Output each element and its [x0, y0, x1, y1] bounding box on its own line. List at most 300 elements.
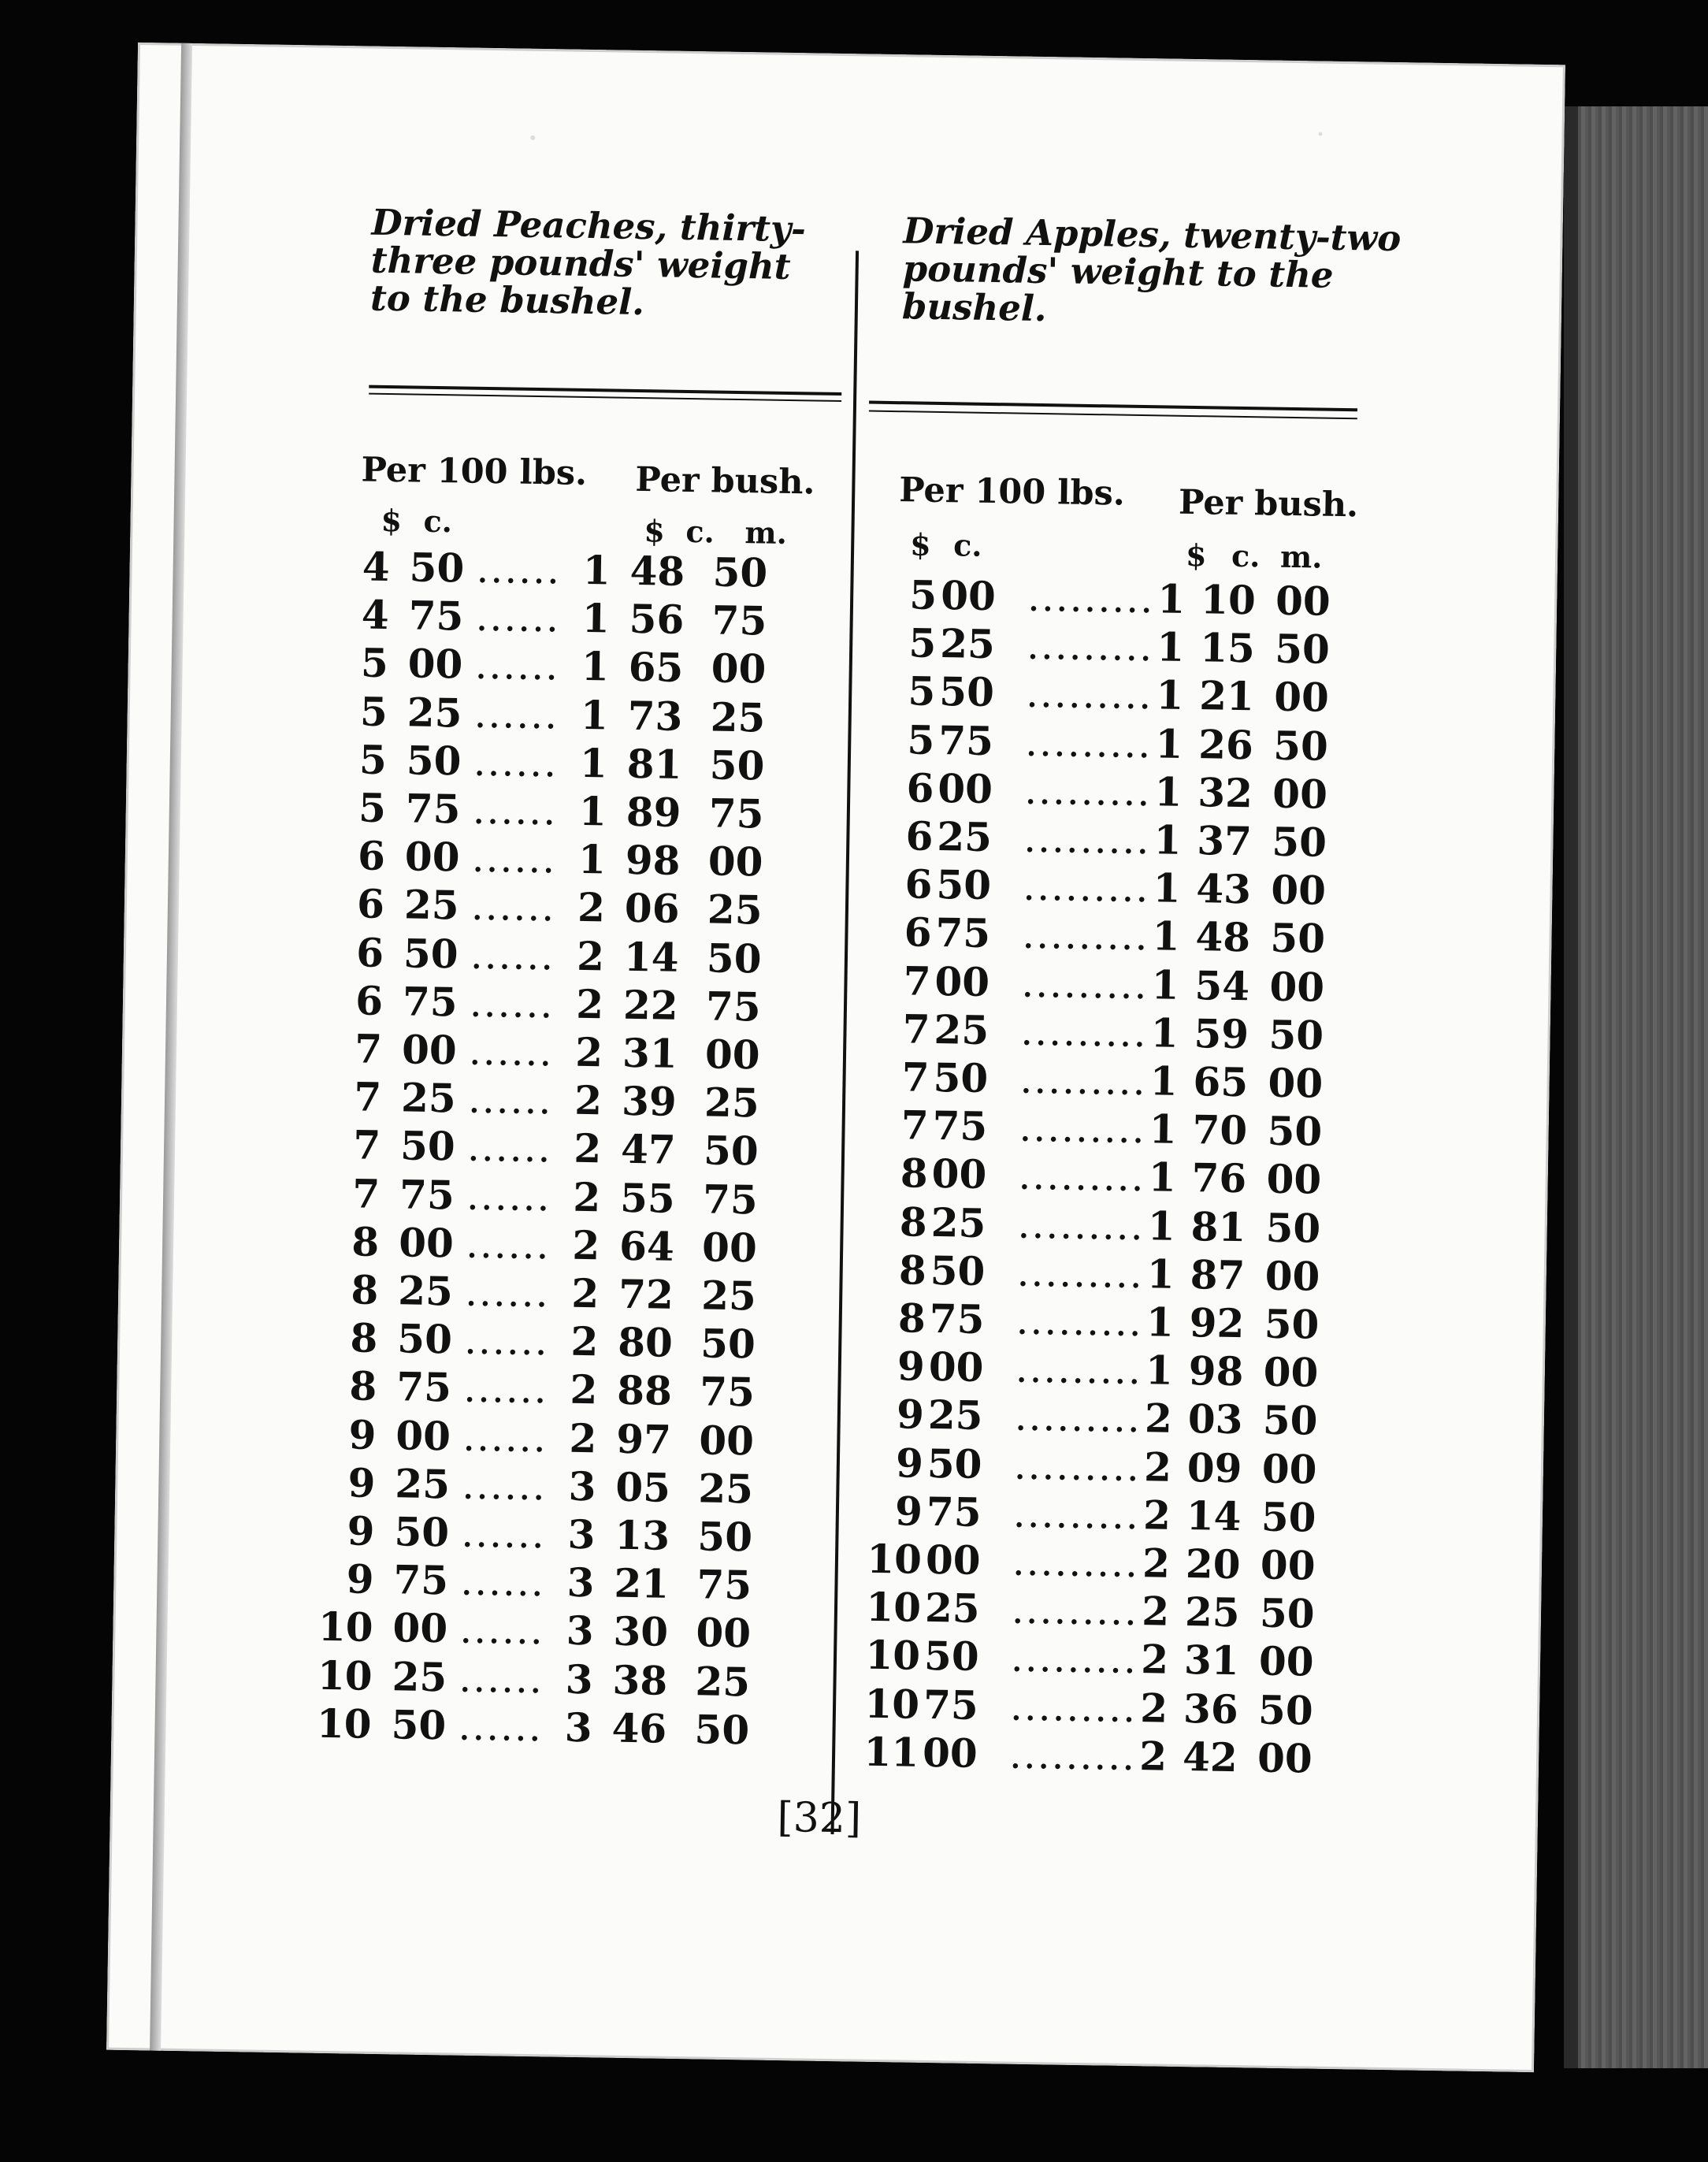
leader-dots: ......... — [1022, 863, 1150, 912]
per-bush-mills-cell: 50 — [700, 1320, 756, 1368]
per-bush-dollars-cell: 1 — [1149, 1057, 1179, 1105]
left-col-per-bush-header: Per bush. — [635, 459, 815, 503]
per-100-cents-cell: 50 — [409, 544, 465, 592]
paper-speck — [1318, 132, 1322, 136]
per-bush-mills-cell: 75 — [705, 983, 762, 1031]
per-bush-dollars-cell: 2 — [1138, 1732, 1168, 1780]
per-bush-dollars-cell: 2 — [577, 884, 606, 931]
per-100-cents-cell: 75 — [926, 1488, 982, 1536]
leader-dots: ......... — [1011, 1586, 1139, 1635]
per-100-dollars-cell: 8 — [899, 1198, 928, 1246]
leader-dots: ......... — [1016, 1249, 1145, 1297]
per-bush-dollars-cell: 2 — [570, 1269, 600, 1317]
per-100-dollars-cell: 8 — [898, 1246, 927, 1294]
per-bush-cents-cell: 10 — [1200, 576, 1257, 624]
per-100-cents-cell: 25 — [397, 1267, 454, 1315]
per-bush-dollars-cell: 1 — [1152, 912, 1180, 960]
per-100-cents-cell: 00 — [398, 1219, 455, 1267]
leader-dots: ......... — [1025, 671, 1153, 719]
per-100-dollars-cell: 6 — [904, 860, 933, 908]
leader-dots: ......... — [1018, 1153, 1146, 1201]
per-bush-dollars-cell: 2 — [571, 1221, 600, 1269]
per-bush-mills-cell: 00 — [1272, 770, 1328, 818]
per-bush-mills-cell: 25 — [700, 1272, 757, 1320]
right-bush-unit-dollars: $ — [1185, 537, 1207, 574]
per-100-dollars-cell: 9 — [348, 1410, 377, 1458]
leader-dots: ...... — [471, 834, 557, 882]
per-bush-mills-cell: 25 — [710, 693, 766, 741]
per-bush-mills-cell: 25 — [707, 886, 763, 934]
per-bush-dollars-cell: 2 — [574, 1028, 603, 1076]
per-bush-dollars-cell: 2 — [1142, 1540, 1171, 1587]
leader-dots: ......... — [1016, 1297, 1144, 1346]
per-bush-mills-cell: 50 — [1272, 722, 1329, 770]
per-bush-dollars-cell: 3 — [566, 1558, 595, 1607]
per-bush-dollars-cell: 1 — [1145, 1347, 1174, 1394]
per-100-cents-cell: 75 — [395, 1363, 452, 1411]
per-100-cents-cell: 75 — [935, 909, 991, 957]
per-bush-dollars-cell: 3 — [568, 1462, 596, 1510]
leader-dots: ......... — [1021, 960, 1149, 1008]
per-bush-dollars-cell: 1 — [577, 836, 607, 883]
per-bush-mills-cell: 75 — [696, 1561, 752, 1609]
leader-dots: ...... — [462, 1413, 548, 1461]
table-row — [111, 1715, 1313, 1782]
leader-dots: ......... — [1023, 815, 1151, 864]
per-bush-dollars-cell: 2 — [570, 1366, 598, 1413]
per-bush-dollars-cell: 2 — [1139, 1684, 1168, 1732]
per-100-dollars-cell: 6 — [906, 764, 934, 812]
per-100-cents-cell: 75 — [938, 716, 994, 764]
per-bush-mills-cell: 50 — [1264, 1300, 1320, 1348]
per-bush-mills-cell: 00 — [1258, 1637, 1315, 1686]
per-bush-mills-cell: 00 — [1257, 1734, 1313, 1782]
per-100-cents-cell: 00 — [392, 1604, 448, 1652]
per-100-cents-cell: 50 — [406, 737, 462, 785]
leader-dots: ......... — [1026, 622, 1154, 671]
per-100-cents-cell: 00 — [922, 1729, 978, 1777]
left-unit-cents: c. — [423, 503, 453, 540]
per-bush-mills-cell: 50 — [706, 934, 763, 983]
left-col-per-100-header: Per 100 lbs. — [361, 450, 588, 493]
per-100-dollars-cell: 7 — [351, 1169, 381, 1217]
leader-dots: ...... — [473, 690, 559, 738]
leader-dots: ......... — [1019, 1104, 1147, 1153]
per-100-dollars-cell: 7 — [353, 1073, 382, 1121]
left-bush-unit-dollars: $ — [644, 513, 666, 549]
per-bush-cents-cell: 70 — [1192, 1106, 1248, 1154]
leader-dots: ......... — [1027, 574, 1155, 622]
leader-dots: ......... — [1012, 1490, 1141, 1538]
per-bush-mills-cell: 00 — [1269, 963, 1325, 1011]
per-bush-mills-cell: 50 — [1274, 625, 1331, 673]
per-bush-dollars-cell: 1 — [1153, 864, 1181, 912]
leader-dots: ...... — [461, 1510, 547, 1558]
per-bush-dollars-cell: 2 — [1142, 1491, 1171, 1539]
per-bush-cents-cell: 38 — [612, 1656, 668, 1704]
per-100-cents-cell: 50 — [399, 1122, 456, 1170]
per-100-cents-cell: 25 — [407, 688, 462, 737]
per-bush-cents-cell: 48 — [1194, 913, 1251, 961]
per-100-cents-cell: 50 — [391, 1701, 447, 1749]
per-bush-cents-cell: 43 — [1195, 865, 1252, 913]
per-100-dollars-cell: 5 — [908, 619, 937, 667]
leader-dots: ......... — [1013, 1442, 1142, 1490]
per-bush-mills-cell: 00 — [696, 1609, 752, 1657]
per-bush-cents-cell: 97 — [615, 1415, 672, 1463]
per-bush-cents-cell: 31 — [1183, 1636, 1240, 1685]
per-100-cents-cell: 25 — [927, 1391, 983, 1439]
per-bush-mills-cell: 00 — [1264, 1252, 1320, 1300]
per-bush-cents-cell: 42 — [1182, 1733, 1238, 1781]
per-bush-mills-cell: 00 — [701, 1224, 758, 1272]
per-bush-mills-cell: 50 — [696, 1513, 753, 1561]
per-100-dollars-cell: 5 — [360, 639, 389, 687]
left-table-title: Dried Peaches, thirty-three pounds' weight to the bushel. — [369, 201, 807, 324]
per-bush-mills-cell: 00 — [1275, 577, 1331, 625]
per-100-cents-cell: 50 — [396, 1315, 453, 1363]
per-bush-cents-cell: 73 — [627, 692, 683, 740]
leader-dots: ...... — [463, 1317, 550, 1365]
per-100-cents-cell: 00 — [401, 1026, 458, 1074]
per-bush-dollars-cell: 2 — [572, 1173, 601, 1220]
per-bush-cents-cell: 89 — [626, 788, 681, 836]
per-bush-cents-cell: 03 — [1187, 1395, 1243, 1443]
per-bush-mills-cell: 00 — [1266, 1155, 1322, 1204]
per-bush-cents-cell: 98 — [1188, 1347, 1244, 1395]
per-100-cents-cell: 25 — [924, 1584, 981, 1633]
leader-dots: ......... — [1019, 1056, 1148, 1105]
per-100-dollars-cell: 10 — [317, 1603, 374, 1651]
per-bush-dollars-cell: 1 — [1156, 623, 1185, 671]
per-bush-mills-cell: 00 — [1273, 674, 1330, 722]
per-bush-cents-cell: 92 — [1189, 1299, 1245, 1347]
per-bush-dollars-cell: 1 — [1153, 816, 1182, 864]
per-bush-dollars-cell: 3 — [567, 1510, 596, 1558]
leader-dots: ......... — [1020, 1008, 1149, 1057]
per-bush-dollars-cell: 3 — [565, 1655, 594, 1703]
leader-dots: ......... — [1017, 1201, 1145, 1249]
per-100-dollars-cell: 6 — [355, 929, 384, 976]
per-100-cents-cell: 50 — [394, 1508, 450, 1556]
per-100-cents-cell: 00 — [404, 833, 460, 881]
per-100-dollars-cell: 7 — [901, 1053, 930, 1101]
facing-page-edge — [1564, 106, 1708, 2068]
per-bush-cents-cell: 21 — [1198, 672, 1255, 720]
per-bush-dollars-cell: 2 — [576, 932, 605, 979]
per-bush-dollars-cell: 1 — [1149, 1105, 1178, 1153]
per-bush-mills-cell: 00 — [1263, 1348, 1319, 1396]
per-bush-cents-cell: 88 — [616, 1367, 673, 1415]
per-bush-cents-cell: 21 — [614, 1559, 670, 1607]
per-100-dollars-cell: 7 — [352, 1121, 381, 1169]
per-bush-mills-cell: 50 — [703, 1127, 759, 1175]
per-100-dollars-cell: 6 — [904, 908, 932, 957]
per-100-dollars-cell: 10 — [865, 1583, 922, 1631]
per-bush-cents-cell: 80 — [617, 1318, 674, 1366]
per-100-dollars-cell: 7 — [354, 1025, 383, 1072]
leader-dots: ......... — [1014, 1394, 1142, 1442]
per-bush-mills-cell: 50 — [1259, 1589, 1316, 1637]
leader-dots: ...... — [474, 642, 560, 689]
per-bush-mills-cell: 25 — [695, 1657, 751, 1705]
per-100-dollars-cell: 4 — [362, 543, 391, 591]
leader-dots: ......... — [1010, 1634, 1138, 1683]
leader-dots: ...... — [467, 1075, 553, 1124]
per-bush-cents-cell: 14 — [1186, 1491, 1242, 1540]
right-bush-unit-mills: m. — [1279, 538, 1323, 575]
leader-dots: ...... — [461, 1462, 548, 1510]
leader-dots: ...... — [462, 1365, 549, 1413]
per-bush-cents-cell: 31 — [622, 1029, 678, 1077]
leader-dots: ......... — [1009, 1683, 1138, 1731]
per-bush-mills-cell: 00 — [707, 838, 763, 886]
per-100-cents-cell: 50 — [926, 1439, 982, 1488]
per-100-cents-cell: 50 — [923, 1633, 980, 1681]
leader-dots: ......... — [1024, 719, 1153, 767]
per-bush-dollars-cell: 1 — [581, 643, 610, 690]
right-table-title: Dried Apples, twenty-two pounds' weight to the bushel. — [901, 210, 1402, 330]
per-100-dollars-cell: 5 — [908, 667, 936, 715]
leader-dots: ...... — [460, 1558, 546, 1606]
leader-dots: ...... — [470, 883, 556, 931]
per-bush-cents-cell: 76 — [1191, 1154, 1247, 1202]
per-bush-mills-cell: 50 — [1269, 915, 1326, 963]
per-bush-dollars-cell: 1 — [1154, 768, 1183, 815]
per-bush-dollars-cell: 2 — [1143, 1443, 1172, 1491]
per-bush-mills-cell: 75 — [711, 596, 767, 645]
per-bush-dollars-cell: 1 — [1148, 1153, 1177, 1202]
per-100-cents-cell: 50 — [403, 929, 459, 978]
per-100-dollars-cell: 10 — [317, 1651, 373, 1700]
per-bush-dollars-cell: 2 — [574, 1076, 603, 1124]
per-bush-mills-cell: 00 — [698, 1416, 755, 1465]
per-100-dollars-cell: 5 — [908, 571, 938, 619]
per-100-dollars-cell: 7 — [902, 1005, 931, 1053]
right-col-per-bush-header: Per bush. — [1178, 482, 1359, 526]
per-bush-mills-cell: 00 — [711, 645, 767, 693]
per-100-cents-cell: 00 — [928, 1343, 984, 1391]
leader-dots: ......... — [1015, 1345, 1143, 1394]
per-bush-dollars-cell: 1 — [1155, 719, 1183, 767]
right-unit-cents: c. — [952, 527, 982, 563]
leader-dots: ...... — [459, 1655, 544, 1702]
per-bush-cents-cell: 46 — [611, 1704, 667, 1752]
per-bush-cents-cell: 22 — [622, 981, 679, 1029]
leader-dots: ......... — [1008, 1731, 1137, 1779]
per-bush-cents-cell: 65 — [1193, 1058, 1249, 1106]
per-bush-mills-cell: 50 — [1257, 1686, 1314, 1734]
per-100-cents-cell: 00 — [925, 1536, 982, 1584]
leader-dots: ...... — [473, 738, 559, 786]
per-bush-mills-cell: 50 — [1262, 1396, 1318, 1445]
per-bush-mills-cell: 75 — [699, 1368, 756, 1416]
per-bush-cents-cell: 06 — [624, 885, 680, 933]
per-100-dollars-cell: 5 — [359, 688, 388, 735]
per-bush-cents-cell: 81 — [626, 740, 682, 788]
per-100-dollars-cell: 6 — [355, 977, 384, 1024]
per-bush-cents-cell: 54 — [1194, 961, 1250, 1009]
per-bush-cents-cell: 65 — [628, 644, 684, 692]
per-100-dollars-cell: 9 — [897, 1343, 926, 1391]
leader-dots: ...... — [476, 545, 562, 593]
leader-dots: ...... — [459, 1606, 545, 1654]
per-100-dollars-cell: 8 — [900, 1150, 929, 1198]
per-100-cents-cell: 75 — [393, 1556, 449, 1604]
per-bush-cents-cell: 09 — [1186, 1443, 1242, 1491]
per-100-cents-cell: 50 — [935, 861, 992, 909]
per-100-cents-cell: 25 — [400, 1074, 457, 1122]
per-100-cents-cell: 00 — [937, 764, 993, 812]
per-bush-dollars-cell: 2 — [1140, 1636, 1169, 1684]
per-100-dollars-cell: 9 — [894, 1488, 923, 1535]
per-100-dollars-cell: 7 — [903, 957, 932, 1005]
per-100-dollars-cell: 7 — [900, 1101, 930, 1150]
per-100-dollars-cell: 10 — [316, 1700, 373, 1748]
per-bush-mills-cell: 50 — [712, 548, 768, 596]
per-100-dollars-cell: 10 — [866, 1535, 923, 1583]
right-bush-unit-cents: c. — [1231, 537, 1261, 574]
leader-dots: ...... — [468, 1027, 554, 1075]
left-bush-unit-cents: c. — [685, 513, 715, 550]
per-100-dollars-cell: 5 — [358, 736, 388, 783]
per-bush-dollars-cell: 1 — [1145, 1298, 1175, 1346]
per-bush-mills-cell: 00 — [1268, 1059, 1324, 1107]
per-100-cents-cell: 25 — [936, 812, 993, 861]
per-100-cents-cell: 75 — [932, 1102, 988, 1150]
per-100-cents-cell: 75 — [405, 785, 461, 833]
leader-dots: ...... — [466, 1172, 552, 1220]
right-unit-dollars: $ — [909, 526, 932, 563]
per-bush-mills-cell: 00 — [1270, 866, 1327, 914]
per-bush-dollars-cell: 2 — [570, 1317, 599, 1365]
per-bush-mills-cell: 00 — [1260, 1541, 1316, 1589]
column-divider — [831, 251, 860, 1834]
per-bush-cents-cell: 26 — [1197, 720, 1254, 768]
per-100-cents-cell: 00 — [934, 957, 990, 1005]
left-bush-unit-mills: m. — [744, 514, 788, 551]
per-bush-dollars-cell: 1 — [1156, 671, 1184, 719]
leader-dots: ...... — [464, 1269, 551, 1317]
per-bush-dollars-cell: 2 — [1144, 1395, 1173, 1443]
per-100-dollars-cell: 4 — [361, 591, 390, 639]
per-bush-cents-cell: 64 — [618, 1222, 675, 1270]
per-bush-cents-cell: 98 — [625, 836, 681, 885]
per-bush-mills-cell: 50 — [1265, 1204, 1321, 1252]
per-100-cents-cell: 50 — [933, 1053, 989, 1102]
per-bush-mills-cell: 50 — [1268, 1011, 1324, 1059]
per-bush-cents-cell: 32 — [1197, 768, 1253, 817]
per-100-cents-cell: 00 — [395, 1411, 451, 1459]
per-100-dollars-cell: 8 — [351, 1266, 379, 1313]
per-bush-mills-cell: 50 — [1271, 818, 1327, 866]
per-100-dollars-cell: 9 — [347, 1459, 376, 1506]
per-100-cents-cell: 25 — [939, 620, 996, 668]
per-100-cents-cell: 00 — [940, 572, 997, 620]
leader-dots: ...... — [469, 979, 555, 1027]
per-bush-cents-cell: 25 — [1184, 1588, 1241, 1636]
per-bush-dollars-cell: 1 — [1146, 1250, 1175, 1298]
per-100-dollars-cell: 9 — [347, 1507, 375, 1555]
per-100-dollars-cell: 6 — [357, 832, 386, 880]
per-bush-dollars-cell: 1 — [1151, 960, 1179, 1009]
per-100-cents-cell: 25 — [392, 1652, 447, 1700]
right-header-rule — [869, 401, 1357, 412]
per-bush-mills-cell: 75 — [702, 1175, 759, 1224]
per-bush-dollars-cell: 1 — [1147, 1202, 1176, 1250]
leader-dots: ...... — [466, 1124, 552, 1172]
right-header-rule-thin — [869, 410, 1357, 420]
per-100-dollars-cell: 8 — [897, 1295, 926, 1342]
per-bush-mills-cell: 50 — [1261, 1493, 1316, 1541]
per-bush-dollars-cell: 3 — [566, 1607, 594, 1655]
per-bush-dollars-cell: 2 — [575, 980, 604, 1028]
page-number: [32] — [776, 1793, 862, 1843]
per-bush-mills-cell: 25 — [697, 1465, 754, 1513]
per-100-dollars-cell: 6 — [356, 880, 385, 928]
per-100-cents-cell: 25 — [403, 881, 460, 929]
per-100-cents-cell: 50 — [930, 1246, 986, 1295]
per-bush-cents-cell: 72 — [618, 1270, 674, 1318]
per-bush-dollars-cell: 2 — [569, 1414, 597, 1462]
per-bush-cents-cell: 47 — [620, 1126, 677, 1174]
per-bush-cents-cell: 13 — [614, 1511, 670, 1559]
per-bush-cents-cell: 14 — [623, 933, 680, 981]
per-100-dollars-cell: 9 — [896, 1391, 925, 1439]
per-bush-dollars-cell: 3 — [564, 1703, 593, 1752]
per-bush-cents-cell: 05 — [615, 1463, 671, 1511]
per-100-cents-cell: 25 — [930, 1198, 986, 1246]
per-bush-cents-cell: 55 — [619, 1174, 676, 1222]
per-100-dollars-cell: 5 — [907, 715, 935, 763]
per-100-dollars-cell: 11 — [863, 1728, 919, 1776]
per-bush-cents-cell: 30 — [613, 1608, 669, 1656]
per-bush-dollars-cell: 1 — [1150, 1009, 1179, 1057]
per-100-cents-cell: 00 — [407, 640, 463, 688]
per-bush-cents-cell: 48 — [629, 547, 685, 595]
per-100-cents-cell: 75 — [923, 1681, 979, 1729]
leader-dots: ...... — [458, 1703, 544, 1751]
per-100-cents-cell: 75 — [399, 1170, 455, 1219]
per-100-dollars-cell: 8 — [349, 1362, 377, 1410]
per-100-dollars-cell: 9 — [346, 1555, 374, 1603]
per-bush-mills-cell: 50 — [709, 741, 765, 789]
per-bush-cents-cell: 15 — [1199, 624, 1256, 672]
per-bush-dollars-cell: 1 — [579, 739, 608, 787]
per-bush-cents-cell: 39 — [621, 1077, 678, 1126]
per-100-dollars-cell: 10 — [864, 1680, 920, 1728]
per-bush-mills-cell: 00 — [704, 1031, 761, 1079]
per-bush-mills-cell: 25 — [704, 1079, 760, 1127]
leader-dots: ...... — [472, 786, 558, 834]
per-100-cents-cell: 75 — [929, 1295, 985, 1343]
leader-dots: ...... — [470, 931, 555, 979]
paper-speck — [530, 136, 535, 140]
per-100-cents-cell: 00 — [931, 1150, 987, 1198]
per-bush-cents-cell: 59 — [1194, 1009, 1249, 1058]
leader-dots: ......... — [1023, 767, 1152, 815]
per-bush-dollars-cell: 2 — [573, 1125, 602, 1172]
per-bush-cents-cell: 81 — [1190, 1202, 1246, 1250]
leader-dots: ......... — [1012, 1538, 1140, 1587]
right-col-per-100-header: Per 100 lbs. — [898, 470, 1126, 514]
per-bush-dollars-cell: 1 — [578, 787, 607, 835]
per-bush-dollars-cell: 1 — [582, 546, 611, 594]
per-100-cents-cell: 75 — [408, 592, 464, 640]
per-bush-mills-cell: 50 — [1267, 1107, 1323, 1155]
per-bush-dollars-cell: 1 — [1157, 575, 1186, 622]
per-100-cents-cell: 50 — [938, 668, 995, 716]
